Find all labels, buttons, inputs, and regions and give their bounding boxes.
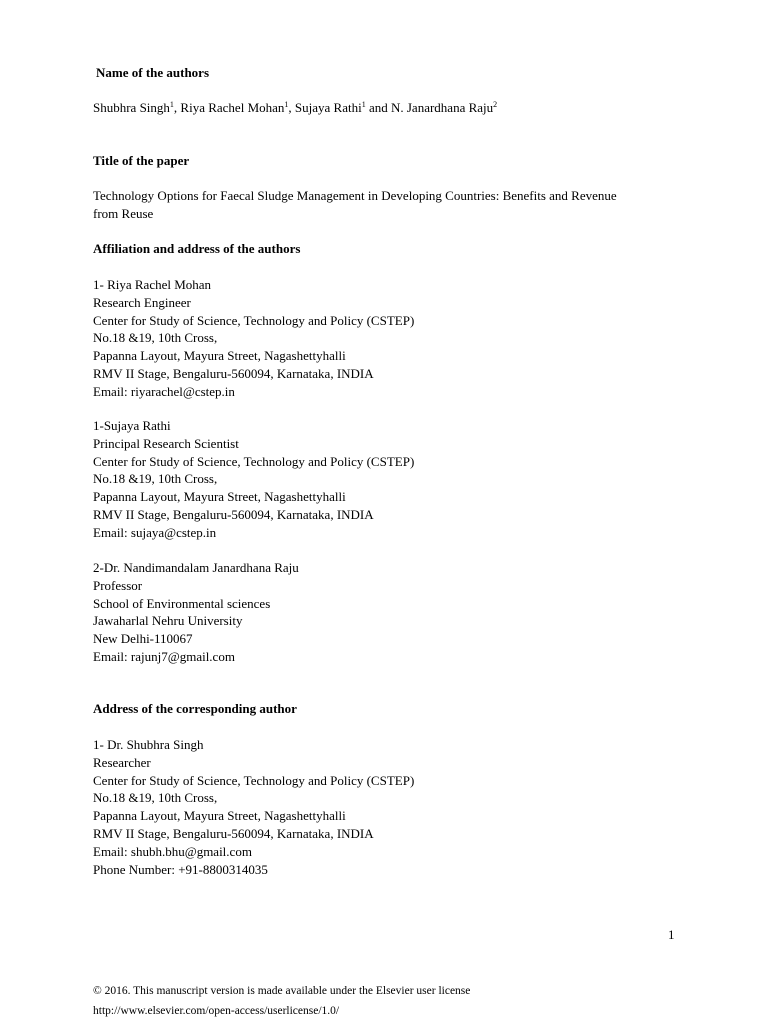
affiliation-address-line: No.18 &19, 10th Cross, [93,471,218,487]
author-name: Shubhra Singh [93,100,170,115]
affiliation-heading: Affiliation and address of the authors [93,241,301,256]
authors-line [93,99,693,117]
corresponding-position: Researcher [93,754,151,770]
author-affiliation-mark: 1 [284,100,289,109]
affiliation-address-line: No.18 &19, 10th Cross, [93,330,218,346]
paper-title-line: from Reuse [93,205,154,221]
affiliation-block [93,276,693,401]
title-heading: Title of the paper [93,153,190,168]
paper-title-line: Technology Options for Faecal Sludge Management in Developing Countries: Benefits and Revenue [93,188,617,203]
affiliation-email: Email: riyarachel@cstep.in [93,383,235,399]
corresponding-address-line: No.18 &19, 10th Cross, [93,790,218,806]
affiliation-institution: Center for Study of Science, Technology and Policy (CSTEP) [93,453,415,469]
corresponding-email: Email: shubh.bhu@gmail.com [93,843,252,859]
corresponding-phone: Phone Number: +91-8800314035 [93,861,268,877]
author-affiliation-mark: 1 [361,100,366,109]
author-separator: , [288,100,295,115]
affiliation-address-line: New Delhi-110067 [93,631,193,647]
affiliation-institution: Center for Study of Science, Technology and Policy (CSTEP) [93,312,415,328]
author-affiliation-mark: 1 [169,100,174,109]
corresponding-author: 1- Dr. Shubhra Singh [93,737,204,752]
corresponding-block [93,736,693,878]
affiliation-author: 2-Dr. Nandimandalam Janardhana Raju [93,560,299,575]
affiliation-address-line: Papanna Layout, Mayura Street, Nagashettyhalli [93,489,346,505]
affiliation-address-line: Jawaharlal Nehru University [93,613,243,629]
license-text: © 2016. This manuscript version is made available under the Elsevier user license [93,985,471,997]
license-footer [93,981,470,1021]
affiliation-address-line: RMV II Stage, Bengaluru-560094, Karnataka, INDIA [93,365,374,381]
page-number: 1 [668,927,675,942]
affiliation-block [93,417,693,542]
corresponding-address-line: RMV II Stage, Bengaluru-560094, Karnataka, INDIA [93,825,374,841]
affiliation-address-line: RMV II Stage, Bengaluru-560094, Karnataka, INDIA [93,506,374,522]
author-name: N. Janardhana Raju [390,100,494,115]
author-separator: , [173,100,181,115]
affiliation-position: Professor [93,577,143,593]
author-affiliation-mark: 2 [493,100,498,109]
authors-heading: Name of the authors [96,65,210,80]
affiliation-position: Research Engineer [93,294,191,310]
affiliation-institution: School of Environmental sciences [93,595,271,611]
author-name: Riya Rachel Mohan [180,100,285,115]
corresponding-institution: Center for Study of Science, Technology and Policy (CSTEP) [93,772,415,788]
affiliation-author: 1- Riya Rachel Mohan [93,277,212,292]
affiliation-author: 1-Sujaya Rathi [93,418,171,433]
corresponding-heading: Address of the corresponding author [93,701,297,716]
author-separator: and [365,100,391,115]
paper-title [93,187,693,223]
affiliation-block [93,559,693,666]
affiliation-email: Email: sujaya@cstep.in [93,524,217,540]
affiliation-position: Principal Research Scientist [93,435,239,451]
corresponding-address-line: Papanna Layout, Mayura Street, Nagashettyhalli [93,808,346,824]
affiliation-email: Email: rajunj7@gmail.com [93,648,235,664]
license-url: http://www.elsevier.com/open-access/userlicense/1.0/ [93,1005,340,1017]
affiliation-address-line: Papanna Layout, Mayura Street, Nagashettyhalli [93,348,346,364]
author-name: Sujaya Rathi [294,100,362,115]
